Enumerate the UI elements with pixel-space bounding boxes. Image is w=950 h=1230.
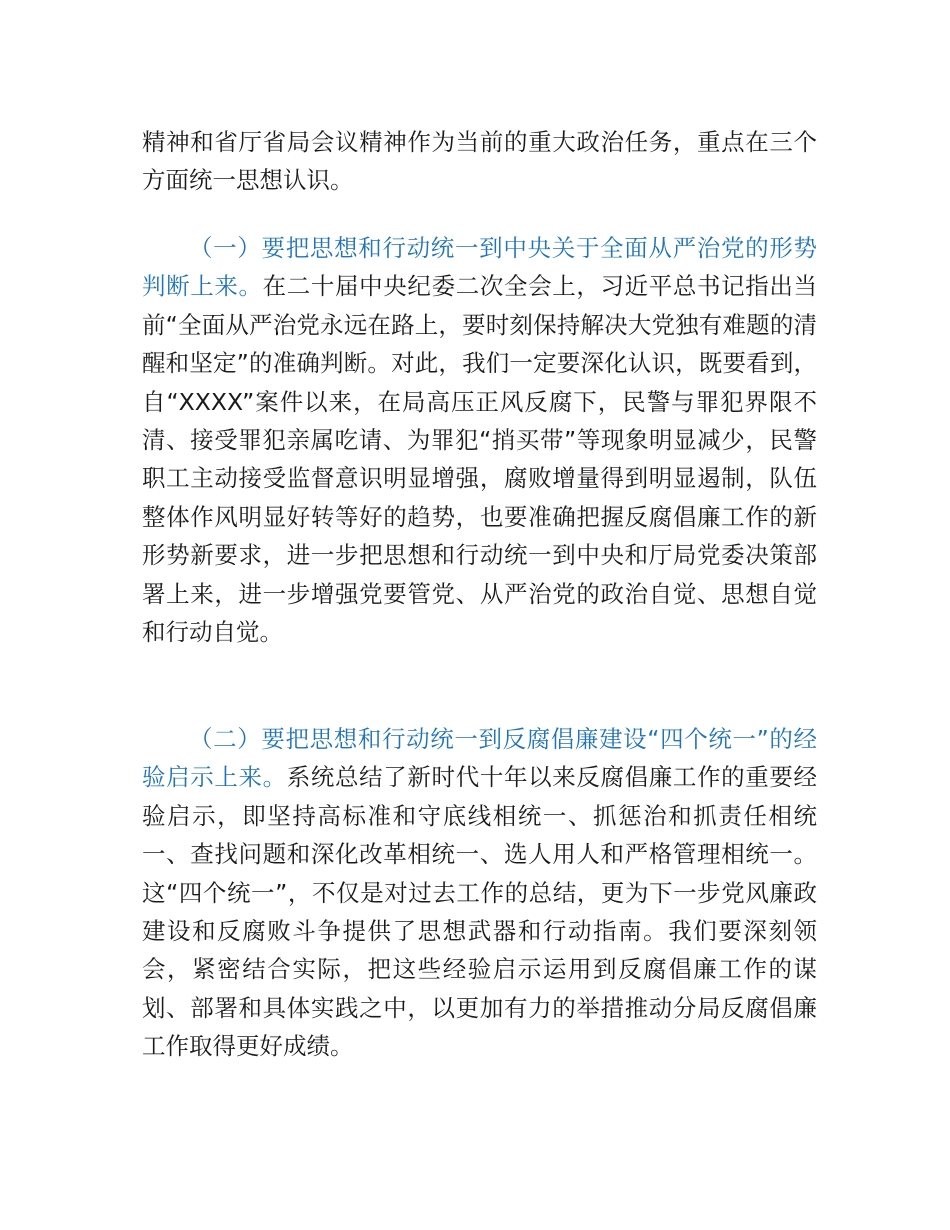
paragraph-section-2 bbox=[142, 720, 817, 1066]
section-1-heading: （一）要把思想和行动统一到中央关于全面从严治党的形势判断上来。 bbox=[142, 234, 817, 301]
paragraph-continuation: 精神和省厅省局会议精神作为当前的重大政治任务，重点在三个方面统一思想认识。 bbox=[142, 128, 817, 195]
section-1-body: 在二十届中央纪委二次全会上，习近平总书记指出当前“全面从严治党永远在路上，要时刻保持解决大党独有难题的清醒和坚定”的准确判断。对此，我们一定要深化认识，既要看到，自“XXXX”案件以来，在局高压正风反腐下，民警与罪犯界限不清、接受罪犯亲属吃请、为罪犯“捎买带”等现象明显减少，民警职工主动接受监督意识明显增强，腐败增量得到明显遏制，队伍整体作风明显好转等好的趋势，也要准确把握反腐倡廉工作的新形势新要求，进一步把思想和行动统一到中央和厅局党委决策部署上来，进一步增强党要管党、从严治党的政治自觉、思想自觉和行动自觉。 bbox=[142, 272, 818, 647]
paragraph-section-1 bbox=[142, 229, 817, 651]
section-2-heading: （二）要把思想和行动统一到反腐倡廉建设“四个统一”的经验启示上来。 bbox=[142, 725, 817, 792]
section-2-body: 系统总结了新时代十年以来反腐倡廉工作的重要经验启示，即坚持高标准和守底线相统一、抓惩治和抓责任相统一、查找问题和深化改革相统一、选人用人和严格管理相统一。这“四个统一”，不仅是对过去工作的总结，更为下一步党风廉政建设和反腐败斗争提供了思想武器和行动指南。我们要深刻领会，紧密结合实际，把这些经验启示运用到反腐倡廉工作的谋划、部署和具体实践之中，以更加有力的举措推动分局反腐倡廉工作取得更好成绩。 bbox=[142, 763, 818, 1061]
